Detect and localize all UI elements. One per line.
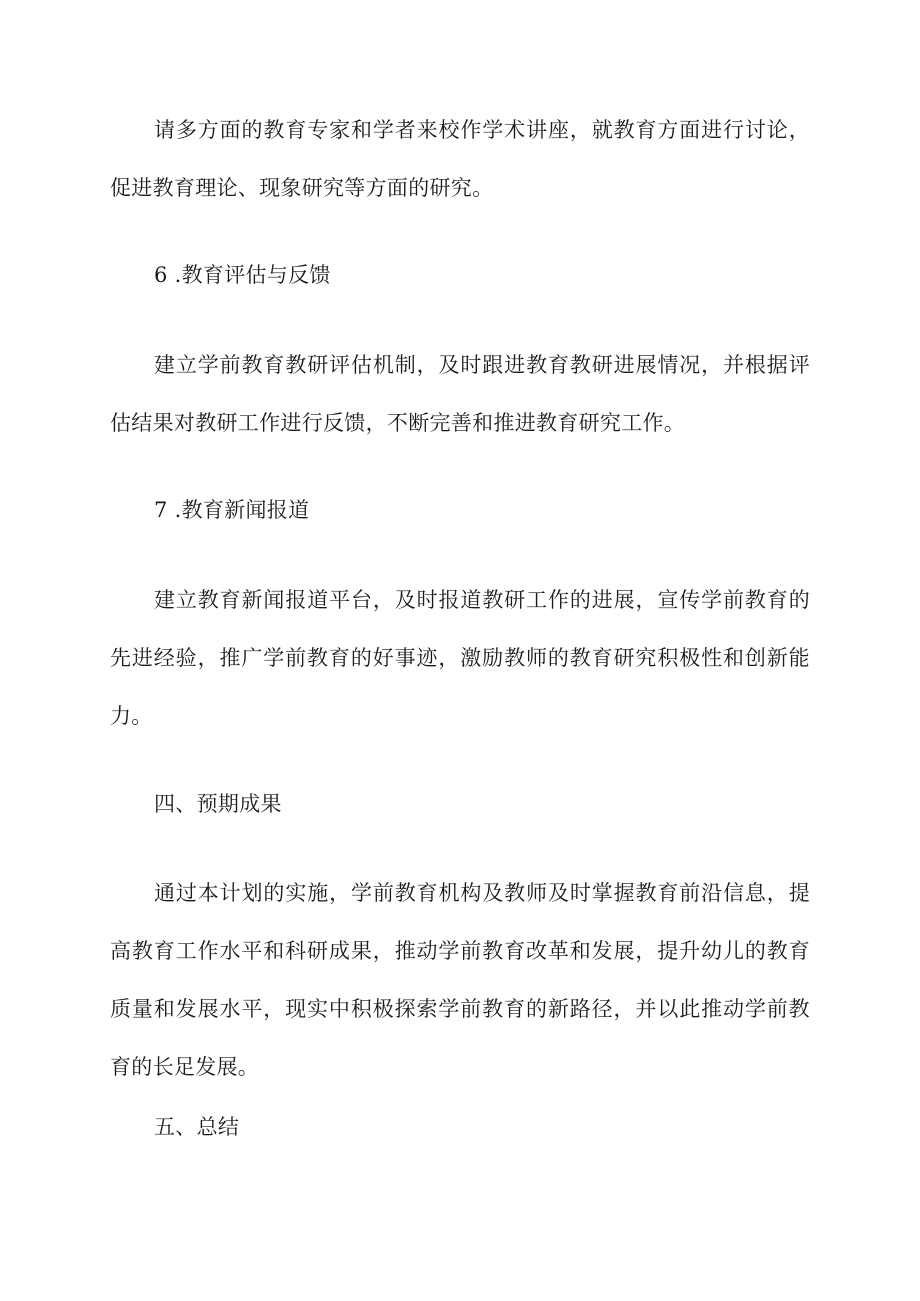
paragraph-expected-results: 通过本计划的实施，学前教育机构及教师及时掌握教育前沿信息，提高教育工作水平和科研成果，推动学前教育改革和发展，提升幼儿的教育质量和发展水平，现实中积极探索学前教育的新路径，并以此推动学前教育的长足发展。 — [110, 881, 810, 1079]
paragraph-news-platform: 建立教育新闻报道平台，及时报道教研工作的进展，宣传学前教育的先进经验，推广学前教育的好事迹，激励教师的教育研究积极性和创新能力。 — [110, 588, 810, 728]
paragraph-expert-lectures: 请多方面的教育专家和学者来校作学术讲座，就教育方面进行讨论，促进教育理论、现象研究等方面的研究。 — [110, 118, 810, 200]
heading-education-news: 7 .教育新闻报道 — [154, 498, 310, 522]
heading-expected-results: 四、预期成果 — [154, 792, 282, 816]
paragraph-evaluation-mechanism: 建立学前教育教研评估机制，及时跟进教育教研进展情况，并根据评估结果对教研工作进行反馈，不断完善和推进教育研究工作。 — [110, 353, 810, 435]
heading-education-evaluation: 6 .教育评估与反馈 — [154, 263, 331, 287]
heading-summary: 五、总结 — [154, 1115, 240, 1139]
